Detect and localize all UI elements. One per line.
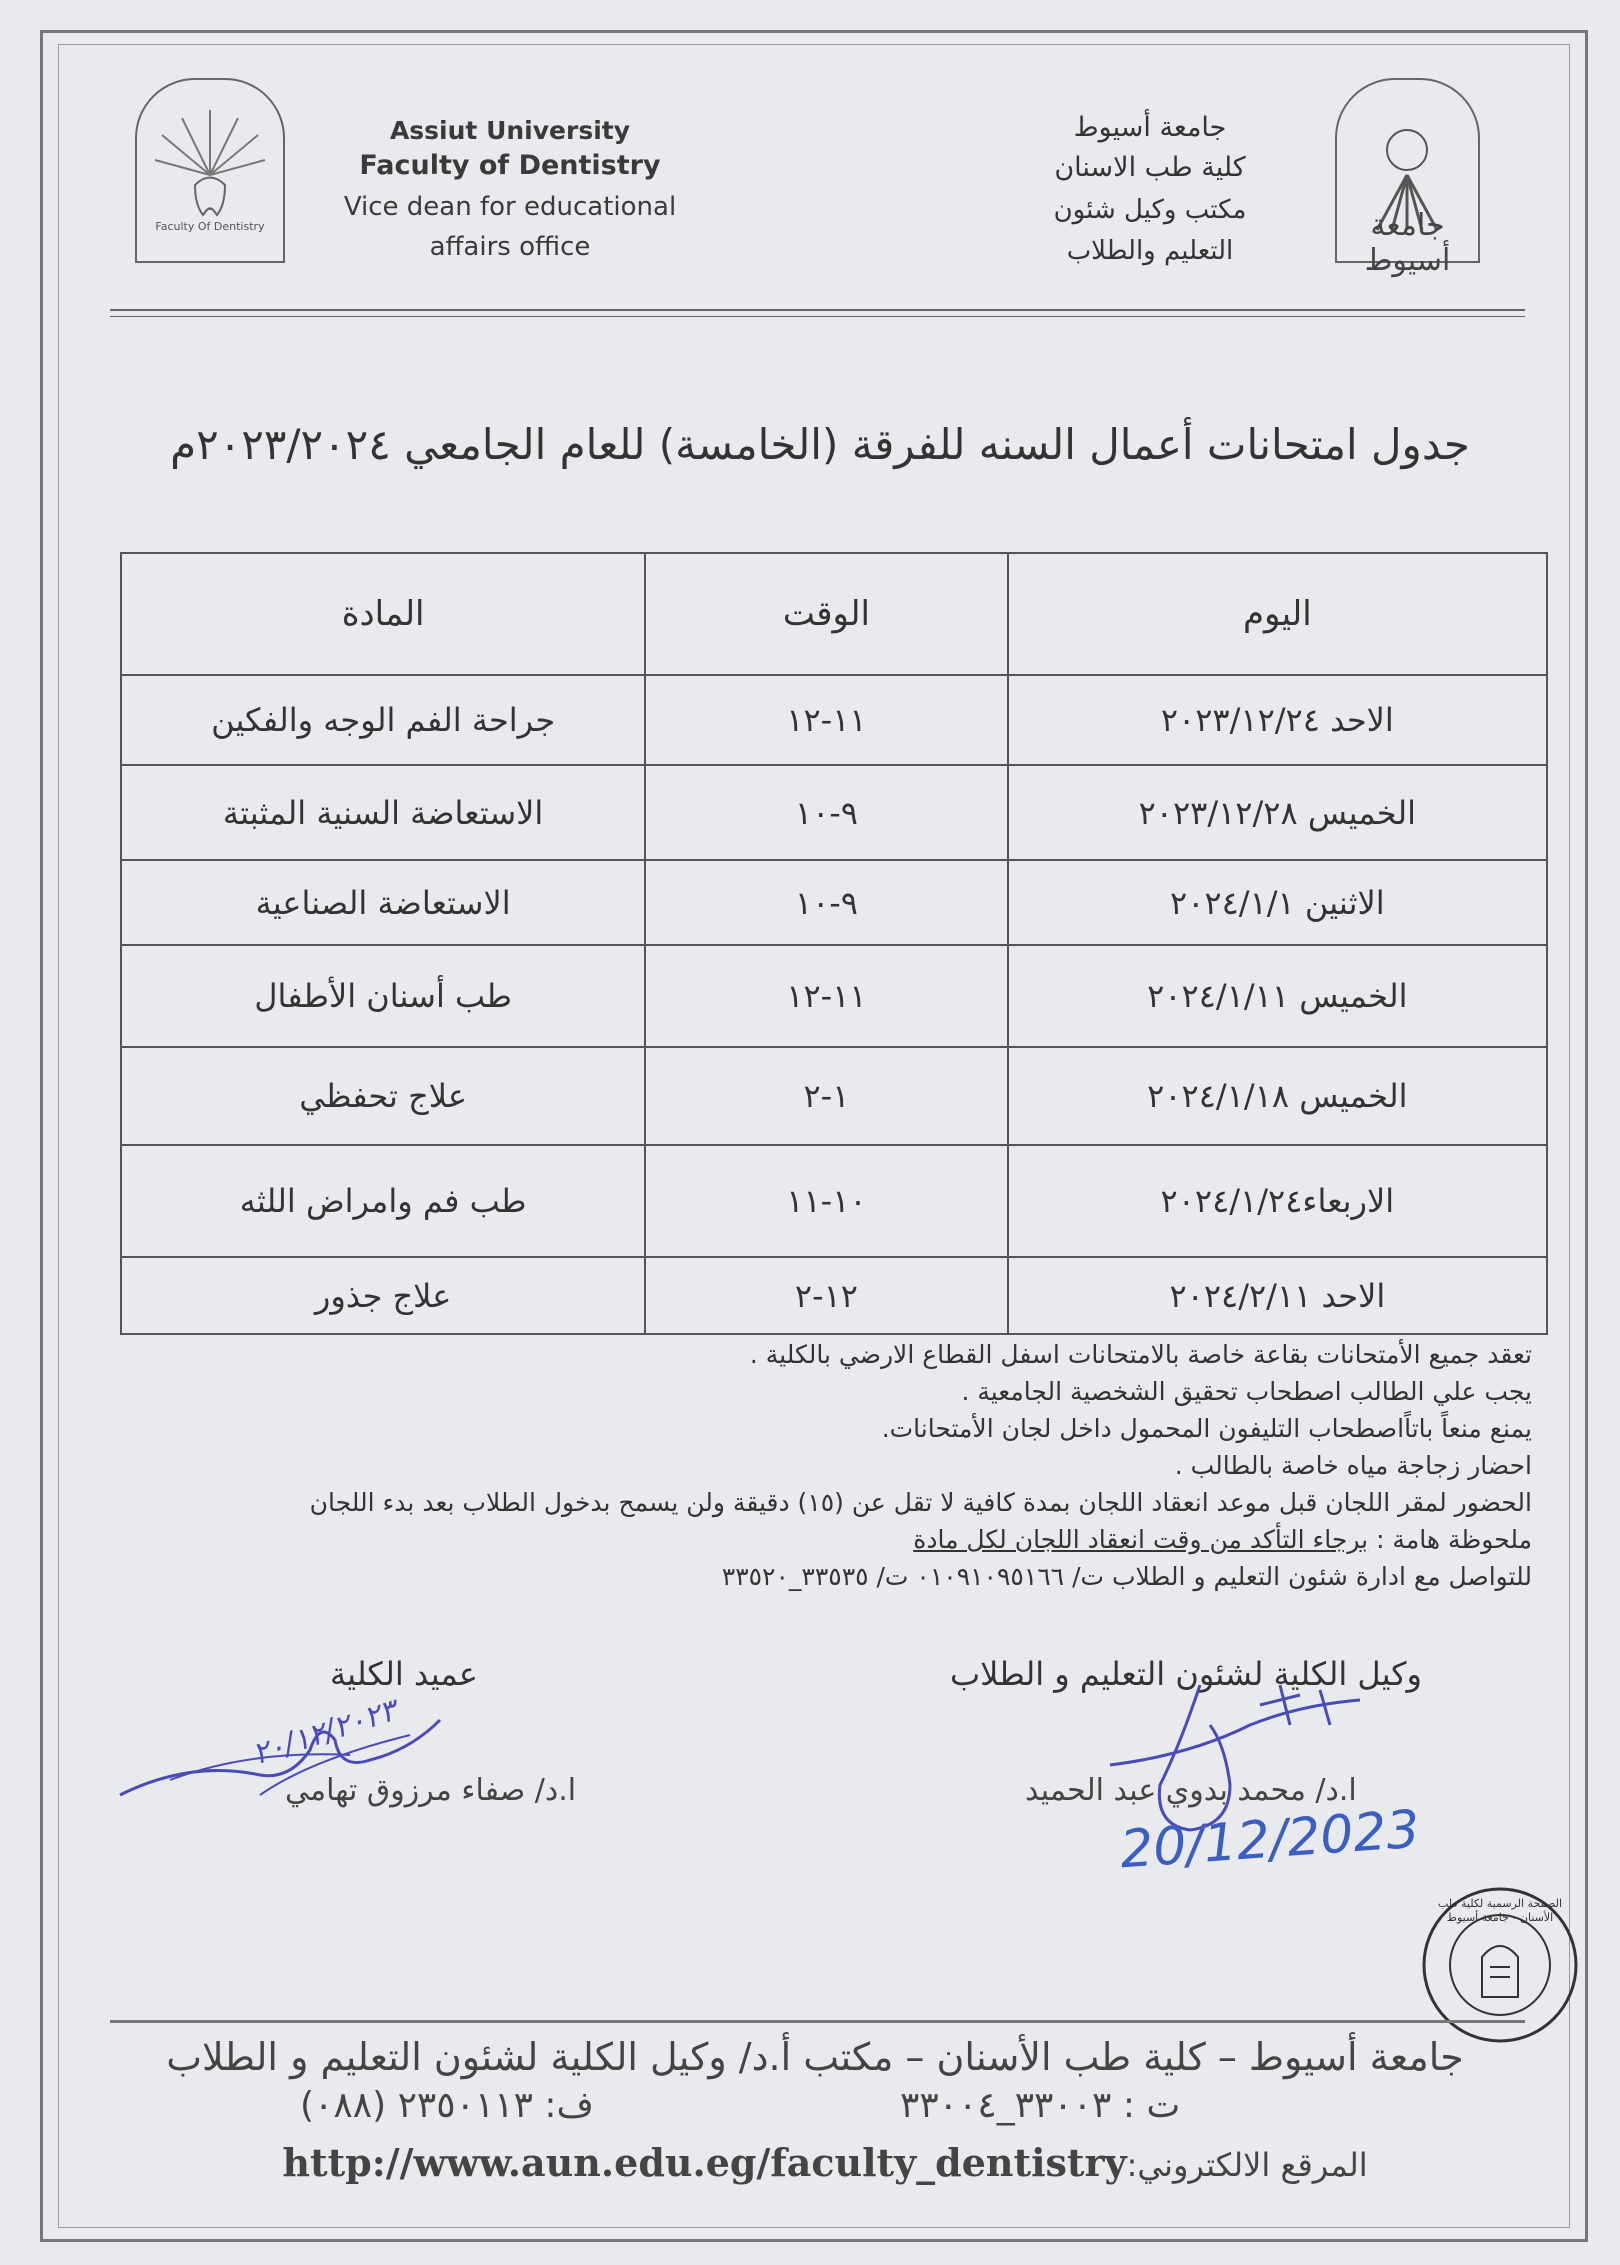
header-time: الوقت bbox=[645, 553, 1007, 675]
cell-time: ٩-١٠ bbox=[645, 860, 1007, 945]
cell-subject: علاج تحفظي bbox=[121, 1047, 645, 1145]
right-logo-caption: جامعة أسيوط bbox=[1364, 208, 1451, 278]
table-row bbox=[121, 765, 1547, 860]
stamp-text: الصفحة الرسمية لكلية طب الأسنان - جامعة أسيوط bbox=[1437, 1897, 1563, 1924]
table-row bbox=[121, 1257, 1547, 1334]
note-line: تعقد جميع الأمتحانات بقاعة خاصة بالامتحانات اسفل القطاع الارضي بالكلية . bbox=[749, 1340, 1532, 1369]
header-subject: المادة bbox=[121, 553, 645, 675]
important-note-line bbox=[90, 1521, 1532, 1558]
cell-day: الخميس ٢٠٢٤/١/١١ bbox=[1008, 945, 1547, 1047]
vice-dean-title: وكيل الكلية لشئون التعليم و الطلاب bbox=[950, 1655, 1422, 1693]
vice-dean-signature-date: 20/12/2023 bbox=[1118, 1799, 1422, 1881]
cell-time: ٩-١٠ bbox=[645, 765, 1007, 860]
dean-signature-date: ٢٠/١٢/٢٠٢٣ bbox=[248, 1692, 401, 1773]
cell-day: الاحد ٢٠٢٣/١٢/٢٤ bbox=[1008, 675, 1547, 765]
cell-day: الاحد ٢٠٢٤/٢/١١ bbox=[1008, 1257, 1547, 1334]
note-line: يجب علي الطالب اصطحاب تحقيق الشخصية الجامعية . bbox=[961, 1377, 1532, 1406]
footer-address: جامعة أسيوط – كلية طب الأسنان – مكتب أ.د/ وكيل الكلية لشئون التعليم و الطلاب bbox=[166, 2035, 1464, 2079]
contact-line: للتواصل مع ادارة شئون التعليم و الطلاب ت/ ٠١٠٩١٠٩٥١٦٦ ت/ ٣٣٥٣٥_٣٣٥٢٠ bbox=[721, 1562, 1532, 1591]
dean-title: عميد الكلية bbox=[330, 1655, 478, 1693]
header-divider-thin bbox=[110, 316, 1525, 317]
table-row bbox=[121, 945, 1547, 1047]
footer-site-label: المرقع الالكتروني: bbox=[1126, 2146, 1368, 2184]
table-row bbox=[121, 1047, 1547, 1145]
cell-subject: علاج جذور bbox=[121, 1257, 645, 1334]
cell-day: الاربعاء٢٠٢٤/١/٢٤ bbox=[1008, 1145, 1547, 1257]
header-ar-office-2: التعليم والطلاب bbox=[1066, 236, 1234, 266]
tooth-sun-logo-icon bbox=[137, 80, 283, 261]
dean-name: ا.د/ صفاء مرزوق تهامي bbox=[285, 1773, 577, 1808]
header-en-office-1: Vice dean for educational bbox=[343, 192, 677, 222]
footer-phone: ت : ٣٣٠٠٣_٣٣٠٠٤ bbox=[900, 2085, 1181, 2126]
header-en-office-2: affairs office bbox=[429, 232, 591, 262]
header-ar-university: جامعة أسيوط bbox=[1073, 112, 1227, 143]
header-ar-office-1: مكتب وكيل شئون bbox=[1053, 195, 1247, 225]
cell-subject: طب فم وامراض اللثه bbox=[121, 1145, 645, 1257]
cell-subject: الاستعاضة السنية المثبتة bbox=[121, 765, 645, 860]
university-logo-right bbox=[1335, 78, 1480, 278]
note-line: الحضور لمقر اللجان قبل موعد انعقاد اللجان بمدة كافية لا تقل عن (١٥) دقيقة ولن يسمح بدخول الطلاب بعد بدء اللجان bbox=[309, 1488, 1532, 1517]
important-note-text: برجاء التأكد من وقت انعقاد اللجان لكل مادة bbox=[913, 1525, 1369, 1554]
note-line: يمنع منعاً باتاًاصطحاب التليفون المحمول داخل لجان الأمتحانات. bbox=[881, 1414, 1532, 1443]
cell-time: ١١-١٢ bbox=[645, 675, 1007, 765]
cell-day: الاثنين ٢٠٢٤/١/١ bbox=[1008, 860, 1547, 945]
header-en-faculty: Faculty of Dentistry bbox=[359, 150, 661, 181]
cell-day: الخميس ٢٠٢٤/١/١٨ bbox=[1008, 1047, 1547, 1145]
note-line: احضار زجاجة مياه خاصة بالطالب . bbox=[1174, 1451, 1532, 1480]
cell-subject: الاستعاضة الصناعية bbox=[121, 860, 645, 945]
table-row bbox=[121, 1145, 1547, 1257]
header-en-university: Assiut University bbox=[389, 116, 631, 145]
exam-notes bbox=[90, 1336, 1532, 1595]
vice-dean-name: ا.د/ محمد بدوي عبد الحميد bbox=[1025, 1773, 1357, 1808]
header-day: اليوم bbox=[1008, 553, 1547, 675]
header-divider bbox=[110, 309, 1525, 311]
footer-website bbox=[225, 2140, 1425, 2185]
cell-time: ١١-١٢ bbox=[645, 945, 1007, 1047]
cell-subject: جراحة الفم الوجه والفكين bbox=[121, 675, 645, 765]
footer-fax: ف: ٢٣٥٠١١٣ (٠٨٨) bbox=[300, 2085, 594, 2126]
cell-time: ١٠-١١ bbox=[645, 1145, 1007, 1257]
faculty-logo-left bbox=[135, 78, 285, 263]
footer-divider bbox=[110, 2020, 1525, 2023]
table-row bbox=[121, 675, 1547, 765]
important-note-label: ملحوظة هامة : bbox=[1376, 1525, 1532, 1554]
header-ar-faculty: كلية طب الاسنان bbox=[1054, 152, 1246, 183]
table-header-row bbox=[121, 553, 1547, 675]
exam-schedule-table bbox=[120, 552, 1548, 1335]
footer-url[interactable]: http://www.aun.edu.eg/faculty_dentistry bbox=[282, 2140, 1127, 2185]
page-title: جدول امتحانات أعمال السنه للفرقة (الخامسة) للعام الجامعي ٢٠٢٣/٢٠٢٤م bbox=[170, 420, 1470, 469]
cell-time: ١٢-٢ bbox=[645, 1257, 1007, 1334]
table-row bbox=[121, 860, 1547, 945]
cell-subject: طب أسنان الأطفال bbox=[121, 945, 645, 1047]
left-logo-caption: Faculty Of Dentistry bbox=[155, 220, 265, 233]
cell-day: الخميس ٢٠٢٣/١٢/٢٨ bbox=[1008, 765, 1547, 860]
cell-time: ١-٢ bbox=[645, 1047, 1007, 1145]
